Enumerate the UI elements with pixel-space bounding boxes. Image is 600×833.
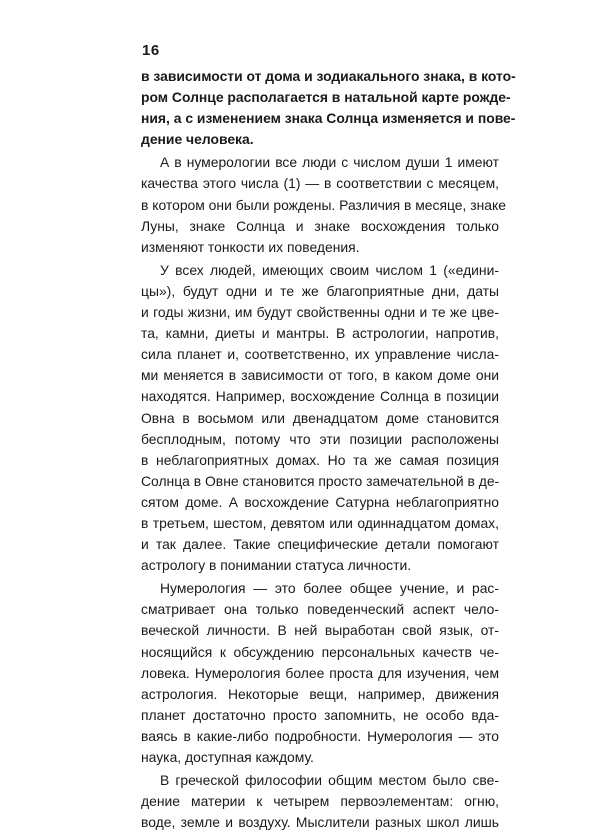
text-line: астрология. Некоторые вещи, например, движения — [141, 685, 499, 702]
text-line: в зависимости от дома и зодиакального знака, в кото- — [141, 68, 516, 84]
text-line: А в нумерологии все люди с числом души 1 имеют — [160, 154, 499, 171]
text-line: сматривает она только поведенческий аспект чело- — [141, 601, 499, 618]
text-line: носящийся к обсуждению персональных качеств че- — [141, 643, 499, 660]
text-line: бесплодным, потому что эти позиции расположены — [141, 430, 499, 447]
text-line: в третьем, шестом, девятом или одиннадцатом домах, — [141, 514, 499, 531]
page-number: 16 — [142, 42, 160, 59]
text-line: ловека. Нумерология более проста для изучения, чем — [141, 664, 499, 681]
text-line: в котором они были рождены. Различия в месяце, знаке — [141, 196, 506, 213]
text-line: астрологу в понимании статуса личности. — [141, 557, 412, 574]
paragraph-1 — [141, 66, 516, 150]
paragraph-5 — [141, 770, 499, 833]
text-line: качества этого числа (1) — в соответствии с месяцем, — [141, 175, 499, 192]
text-line: изменяют тонкости их поведения. — [141, 238, 360, 255]
text-line: сятом доме. А восхождение Сатурна неблагоприятно — [141, 493, 499, 510]
text-line: воде, земле и воздуху. Мыслители разных школ лишь — [141, 814, 499, 831]
text-line: наука, доступная каждому. — [141, 749, 314, 765]
text-line: дение человека. — [141, 131, 254, 148]
text-line: и так далее. Такие специфические детали помогают — [141, 536, 499, 553]
paragraph-4 — [141, 578, 499, 768]
text-line: ми меняется в зависимости от того, в каком доме они — [141, 367, 499, 384]
text-line: находятся. Например, восхождение Солнца в позиции — [141, 388, 499, 405]
text-line: и годы жизни, им будут свойственны одни и те же цве- — [141, 304, 499, 321]
text-line: Нумерология — это более общее учение, и рас- — [160, 580, 499, 597]
text-line: Солнца в Овне становится просто замечательной в де- — [141, 472, 500, 489]
text-line: В греческой философии общим местом было све- — [160, 772, 499, 789]
paragraph-3 — [141, 260, 499, 576]
paragraph-2 — [141, 152, 506, 257]
text-line: Луны, знаке Солнца и знаке восхождения только — [141, 217, 499, 234]
text-line: дение материи к четырем первоэлементам: огню, — [141, 793, 499, 810]
text-line: веческой личности. В ней выработан свой язык, от- — [141, 622, 499, 639]
text-line: У всех людей, имеющих своим числом 1 («едини- — [160, 261, 499, 278]
text-line: ния, а с изменением знака Солнца изменяется и пове- — [141, 110, 516, 127]
text-line: та, камни, диеты и мантры. В астрологии, напротив, — [141, 325, 499, 342]
text-line: Овна в восьмом или двенадцатом доме становится — [141, 409, 499, 426]
text-line: сила планет и, соответственно, их управление числа- — [141, 346, 499, 363]
text-line: ваясь в какие-либо подробности. Нумерология — это — [141, 727, 499, 744]
body-text — [141, 66, 516, 833]
text-line: ром Солнце располагается в натальной карте рожде- — [141, 89, 511, 106]
text-line: планет достаточно просто запомнить, не особо вда- — [141, 706, 499, 723]
text-line: цы»), будут одни и те же благоприятные дни, даты — [141, 282, 499, 299]
text-line: в неблагоприятных домах. Но та же самая позиция — [141, 451, 499, 468]
